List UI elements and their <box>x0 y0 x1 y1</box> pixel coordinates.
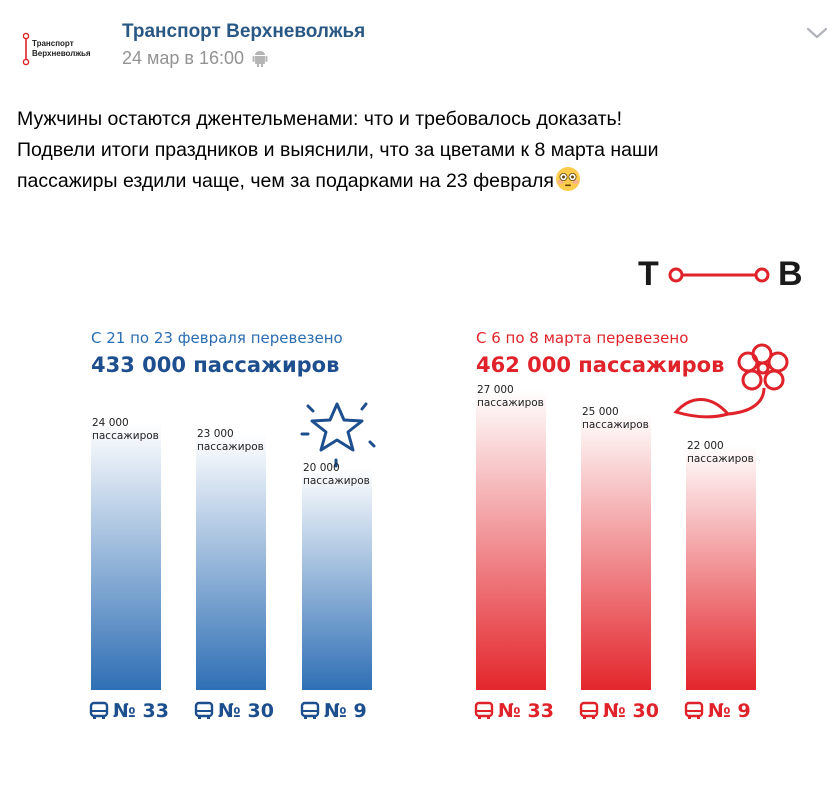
feb-route-2 <box>194 700 274 722</box>
post-date[interactable]: 24 мар в 16:00 <box>122 48 245 68</box>
bar-unit: пассажиров <box>92 430 159 443</box>
flushed-face-icon <box>555 166 581 192</box>
bar-value: 27 000 <box>477 384 514 396</box>
logo-letter-t: Т <box>638 255 659 293</box>
bus-icon <box>684 701 704 721</box>
avatar-text-line1: Транспорт <box>32 39 74 48</box>
bar-value: 22 000 <box>687 439 724 452</box>
route-number: № 30 <box>218 700 274 722</box>
author-name[interactable]: Транспорт Верхневолжья <box>122 21 366 42</box>
post-text <box>17 104 797 197</box>
route-number: № 9 <box>324 700 367 722</box>
feb-bar-label-3 <box>303 462 370 488</box>
logo-letter-v: В <box>778 255 803 293</box>
mar-route-2 <box>579 700 659 722</box>
bar-unit: пассажиров <box>687 452 754 465</box>
feb-bar-3 <box>302 468 372 690</box>
post-text-line: Мужчины остаются джентельменами: что и требовалось доказать! <box>17 108 623 130</box>
mar-bar-label-1 <box>477 384 544 410</box>
mar-total: 462 000 пассажиров <box>476 353 725 377</box>
bus-icon <box>194 701 214 721</box>
android-icon <box>252 50 268 68</box>
route-number: № 9 <box>708 700 751 722</box>
bar-value: 25 000 <box>582 406 619 419</box>
bars-chart <box>0 240 836 760</box>
mar-bar-1 <box>476 390 546 690</box>
mar-bar-3 <box>686 446 756 690</box>
bus-icon <box>474 701 494 721</box>
bus-icon <box>579 701 599 721</box>
avatar[interactable] <box>12 22 100 74</box>
mar-bar-2 <box>581 412 651 690</box>
avatar-text-line2: Верхневолжья <box>32 49 91 58</box>
mar-subtitle: С 6 по 8 марта перевезено <box>476 329 689 347</box>
post-text-line-segment: Подвели итоги праздников и выяснили, что за цветами к 8 марта наши <box>17 139 659 161</box>
bus-icon <box>89 701 109 721</box>
post-text-line <box>17 135 797 166</box>
mar-route-1 <box>474 700 554 722</box>
bar-unit: пассажиров <box>582 419 649 432</box>
bar-unit: пассажиров <box>197 441 264 454</box>
bar-value: 23 000 <box>197 428 234 441</box>
mar-route-3 <box>684 700 751 722</box>
chevron-down-icon[interactable] <box>806 26 828 40</box>
route-number: № 33 <box>498 700 554 722</box>
infographic-image[interactable] <box>0 240 836 760</box>
bar-value: 20 000 <box>303 461 340 474</box>
feb-subtitle: С 21 по 23 февраля перевезено <box>91 329 343 347</box>
feb-bar-label-1 <box>92 417 159 443</box>
route-number: № 30 <box>603 700 659 722</box>
post-meta <box>122 48 268 69</box>
post-text-line-segment: пассажиры ездили чаще, чем за подарками на 23 февраля <box>17 170 554 192</box>
bar-value: 24 000 <box>92 417 129 430</box>
feb-route-1 <box>89 700 169 722</box>
feb-route-3 <box>300 700 367 722</box>
route-number: № 33 <box>113 700 169 722</box>
mar-bar-label-2 <box>582 406 649 432</box>
bar-unit: пассажиров <box>477 397 544 409</box>
mar-bar-label-3 <box>687 440 754 466</box>
feb-total: 433 000 пассажиров <box>91 353 340 377</box>
bus-icon <box>300 701 320 721</box>
feb-bar-2 <box>196 434 266 690</box>
feb-bar-label-2 <box>197 428 264 454</box>
bar-unit: пассажиров <box>303 474 370 487</box>
post-text-line <box>17 166 797 197</box>
feb-bar-1 <box>91 423 161 690</box>
